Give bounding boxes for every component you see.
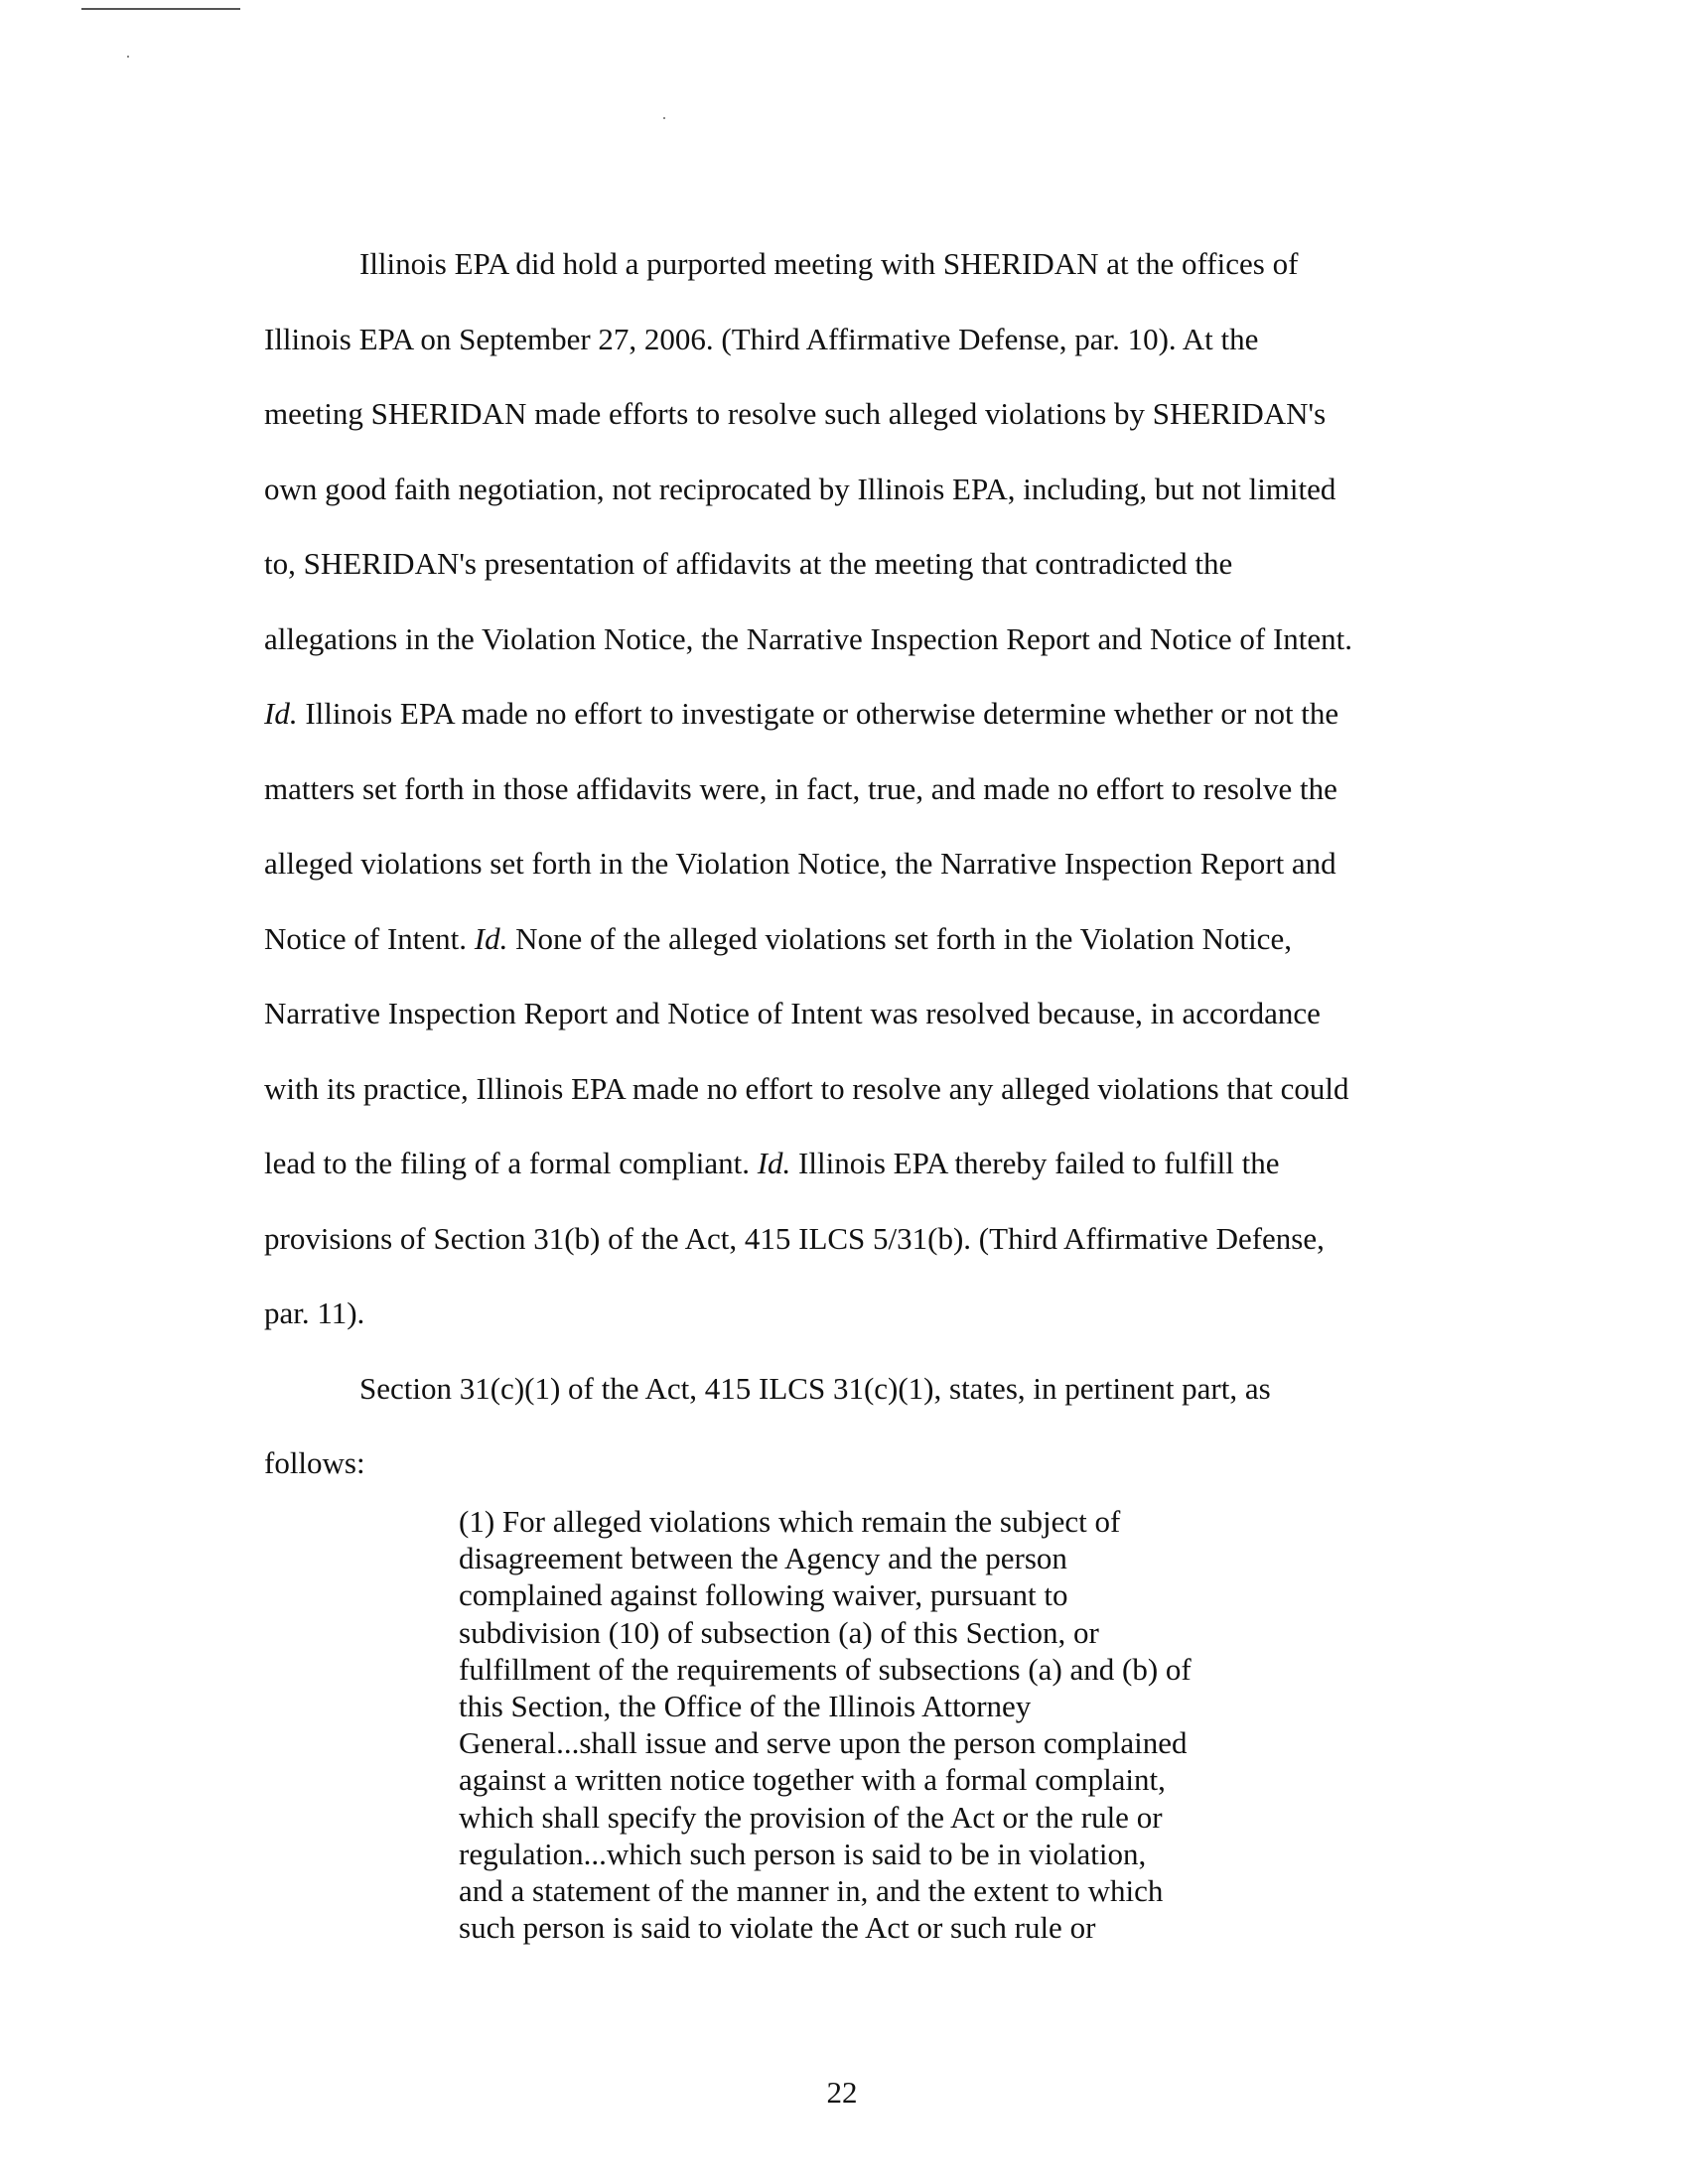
scan-speck — [127, 56, 129, 58]
quote-line: (1) For alleged violations which remain the subject of — [459, 1504, 1121, 1539]
scan-speck — [663, 117, 665, 119]
text-segment: None of the alleged violations set forth in the Violation Notice, — [507, 920, 1292, 956]
block-quote — [459, 1503, 1273, 1946]
text-line — [264, 676, 1436, 751]
text-segment: Notice of Intent. — [264, 920, 475, 956]
text-line: Section 31(c)(1) of the Act, 415 ILCS 31(c)(1), states, in pertinent part, as — [359, 1370, 1271, 1406]
citation-id: Id. — [264, 696, 298, 731]
text-line: Illinois EPA did hold a purported meeting with SHERIDAN at the offices of — [359, 246, 1299, 281]
text-segment: Illinois EPA made no effort to investigate or otherwise determine whether or not the — [297, 696, 1339, 731]
quote-line: complained against following waiver, pursuant to — [459, 1577, 1068, 1613]
quote-line: fulfillment of the requirements of subsections (a) and (b) of — [459, 1651, 1192, 1687]
text-line: to, SHERIDAN's presentation of affidavits at the meeting that contradicted the — [264, 546, 1233, 581]
quote-line: disagreement between the Agency and the person — [459, 1541, 1067, 1576]
quote-line: regulation...which such person is said to be in violation, — [459, 1836, 1147, 1871]
quote-line: such person is said to violate the Act or such rule or — [459, 1910, 1096, 1946]
quote-line: subdivision (10) of subsection (a) of this Section, or — [459, 1614, 1099, 1650]
quote-line: which shall specify the provision of the Act or the rule or — [459, 1799, 1163, 1835]
text-segment: Illinois EPA thereby failed to fulfill the — [790, 1146, 1280, 1180]
quote-line: against a written notice together with a formal complaint, — [459, 1762, 1166, 1798]
citation-id: Id. — [757, 1146, 791, 1180]
text-line: provisions of Section 31(b) of the Act, 415 ILCS 5/31(b). (Third Affirmative Defense, — [264, 1220, 1325, 1256]
quote-line: and a statement of the manner in, and the extent to which — [459, 1873, 1164, 1909]
body-text — [264, 226, 1436, 1501]
quote-line: this Section, the Office of the Illinois Attorney — [459, 1689, 1032, 1724]
text-line: with its practice, Illinois EPA made no effort to resolve any alleged violations that could — [264, 1070, 1349, 1106]
quote-line: General...shall issue and serve upon the person complained — [459, 1725, 1188, 1761]
text-line: matters set forth in those affidavits were, in fact, true, and made no effort to resolve the — [264, 770, 1337, 806]
page-number: 22 — [826, 2075, 858, 2110]
text-segment: lead to the filing of a formal compliant. — [264, 1146, 758, 1180]
scan-artifact-rule — [81, 8, 240, 10]
text-line: allegations in the Violation Notice, the Narrative Inspection Report and Notice of Intent. — [264, 620, 1353, 656]
text-line — [264, 901, 1436, 977]
text-line: par. 11). — [264, 1296, 365, 1330]
text-line — [264, 1126, 1436, 1201]
text-line: own good faith negotiation, not reciprocated by Illinois EPA, including, but not limited — [264, 471, 1336, 506]
text-line: meeting SHERIDAN made efforts to resolve such alleged violations by SHERIDAN's — [264, 396, 1327, 431]
citation-id: Id. — [474, 920, 508, 956]
text-line: alleged violations set forth in the Violation Notice, the Narrative Inspection Report and — [264, 846, 1336, 881]
text-line: follows: — [264, 1445, 365, 1480]
text-line: Narrative Inspection Report and Notice of Intent was resolved because, in accordance — [264, 996, 1321, 1030]
text-line: Illinois EPA on September 27, 2006. (Third Affirmative Defense, par. 10). At the — [264, 321, 1259, 356]
